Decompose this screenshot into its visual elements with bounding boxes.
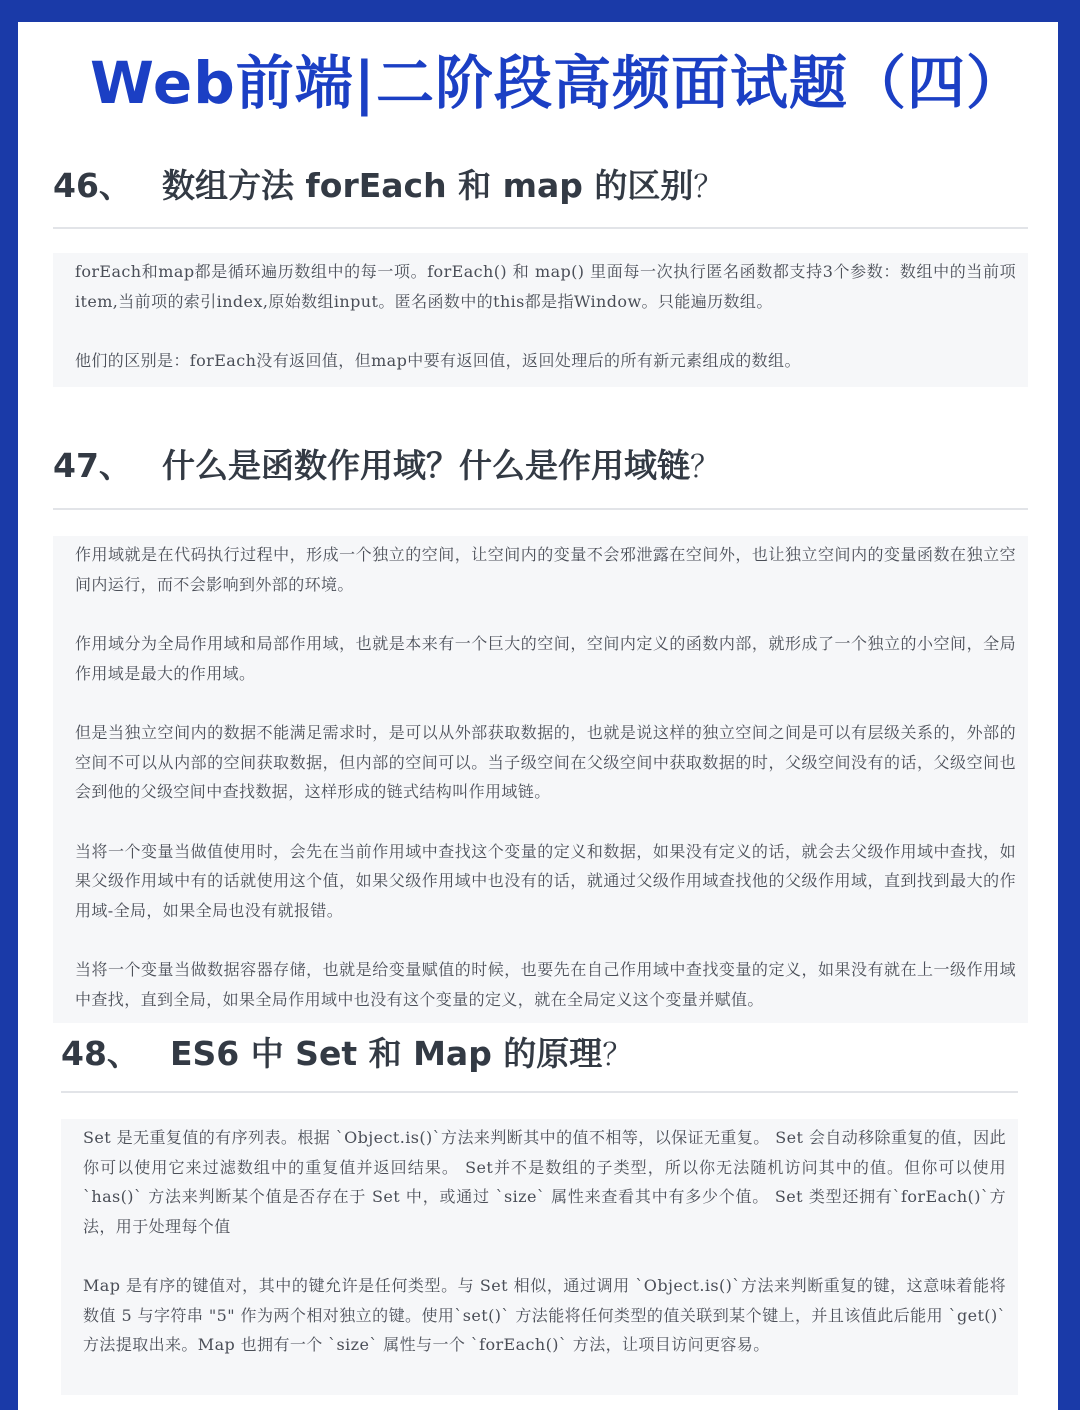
answer-47-box [53,536,1028,1023]
answer-paragraph: Map 是有序的键值对，其中的键允许是任何类型。与 Set 相似，通过调用 `Object.is()`方法来判断重复的键，这意味着能将数值 5 与字符串 "5" 作为两个相对独立的键。使用`set()` 方法能将任何类型的值关联到某个键上，并且该值此后能用 `get()` 方法提取出来。Map 也拥有一个 `size` 属性与一个 `forEach()` 方法，让项目访问更容易。 [83,1276,1006,1354]
question-48-heading [61,1032,632,1078]
answer-paragraph: 作用域分为全局作用域和局部作用域，也就是本来有一个巨大的空间，空间内定义的函数内部，就形成了一个独立的小空间，全局作用域是最大的作用域。 [75,634,1016,683]
question-number: 47、 [53,446,132,485]
divider [53,508,1028,510]
divider [61,1091,1018,1093]
question-title: 什么是函数作用域？什么是作用域链 [161,446,690,485]
question-47-heading [53,444,720,490]
answer-48-box [61,1119,1018,1395]
answer-paragraph: Set 是无重复值的有序列表。根据 `Object.is()`方法来判断其中的值不相等，以保证无重复。 Set 会自动移除重复的值，因此你可以使用它来过滤数组中的重复值并返回结果。 Set并不是数组的子类型，所以你无法随机访问其中的值。但你可以使用`has()` 方法来判断某个值是否存在于 Set 中，或通过 `size` 属性来查看其中有多少个值。 Set 类型还拥有`forEach()`方法，用于处理每个值 [83,1128,1006,1236]
answer-paragraph: 作用域就是在代码执行过程中，形成一个独立的空间，让空间内的变量不会邪泄露在空间外，也让独立空间内的变量函数在独立空间内运行，而不会影响到外部的环境。 [75,545,1016,594]
document-page [18,22,1058,1410]
answer-paragraph: 他们的区别是：forEach没有返回值，但map中要有返回值，返回处理后的所有新元素组成的数组。 [75,351,801,370]
divider [53,227,1028,229]
question-46-heading [53,164,723,210]
question-number: 46、 [53,166,132,205]
question-mark: ？ [689,450,720,485]
answer-46-box [53,253,1028,387]
question-title: ES6 中 Set 和 Map 的原理 [169,1034,603,1073]
answer-paragraph: 当将一个变量当做值使用时，会先在当前作用域中查找这个变量的定义和数据，如果没有定义的话，就会去父级作用域中查找，如果父级作用域中有的话就使用这个值，如果父级作用域中也没有的话，就通过父级作用域查找他的父级作用域，直到找到最大的作用域-全局，如果全局也没有就报错。 [75,841,1016,920]
page-title: Web前端|二阶段高频面试题（四） [90,49,1025,117]
question-number: 48、 [61,1034,140,1073]
question-mark: ？ [693,170,724,205]
question-mark: ？ [602,1038,633,1073]
answer-paragraph: 但是当独立空间内的数据不能满足需求时，是可以从外部获取数据的，也就是说这样的独立空间之间是可以有层级关系的，外部的空间不可以从内部的空间获取数据，但内部的空间可以。当子级空间在父级空间中获取数据的时，父级空间没有的话，父级空间也会到他的父级空间中查找数据，这样形成的链式结构叫作用域链。 [75,723,1016,801]
answer-paragraph: 当将一个变量当做数据容器存储，也就是给变量赋值的时候，也要先在自己作用域中查找变量的定义，如果没有就在上一级作用域中查找，直到全局，如果全局作用域中也没有这个变量的定义，就在全局定义这个变量并赋值。 [75,960,1016,1009]
answer-paragraph: forEach和map都是循环遍历数组中的每一项。forEach() 和 map() 里面每一次执行匿名函数都支持3个参数：数组中的当前项item,当前项的索引index,原始数组input。匿名函数中的this都是指Window。只能遍历数组。 [75,262,1016,311]
question-title: 数组方法 forEach 和 map 的区别 [161,166,694,205]
